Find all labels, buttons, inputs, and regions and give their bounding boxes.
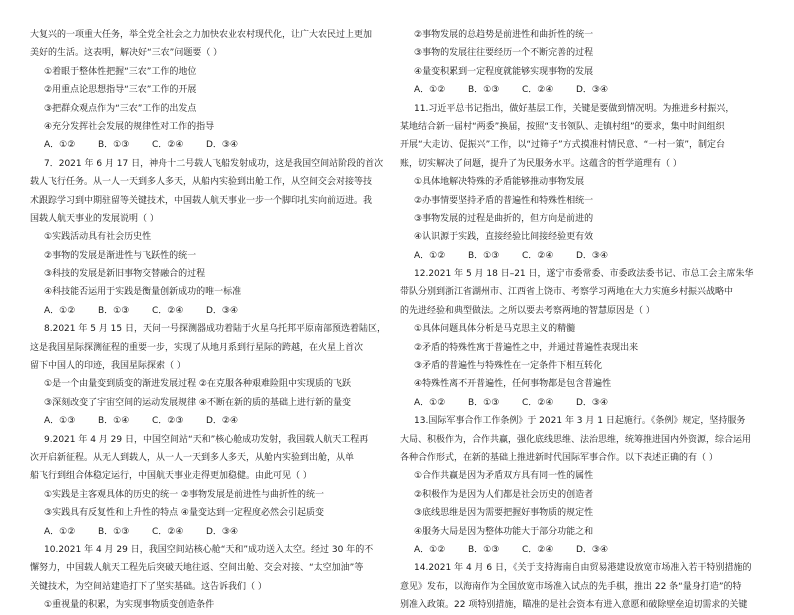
option-item: ①实践活动具有社会历史性: [44, 232, 152, 243]
answer-choice-d: D．③④: [206, 526, 239, 537]
option-item: ③科技的发展是新旧事物交替融合的过程: [44, 269, 206, 280]
option-item: ①具体地解决特殊的矛盾能够推动事物发展: [414, 177, 585, 188]
option-item: ①合作共赢是因为矛盾双方具有同一性的属性: [414, 471, 594, 482]
answer-choice-d: D．②④: [206, 416, 239, 427]
answer-choice-b: B．①③: [468, 250, 500, 261]
question-stem-line: 大局、积极作为，合作共赢，强化底线思维、法治思维，统筹推进国内外资源，综合运用: [400, 434, 752, 445]
answer-choice-c: C．②④: [522, 544, 554, 555]
answer-choice-d: D．③④: [206, 305, 239, 316]
answer-choice-b: B．①④: [98, 416, 130, 427]
question-stem-line: 账，切实解决了问题，提升了为民服务水平。这蕴含的哲学道理有（ ）: [400, 158, 682, 169]
question-stem-line: 的先进经验和典型做法。之所以要去考察两地的智慧原因是（ ）: [400, 305, 655, 316]
answer-choices: [400, 247, 756, 265]
answer-choice-a: A．①②: [44, 526, 76, 537]
answer-choice-a: A．①③: [44, 416, 76, 427]
question-stem-line: 14.2021 年 4 月 6 日，《关于支持海南自由贸易港建设放宽市场准入若干特别措施的: [414, 563, 752, 574]
answer-choices: [400, 394, 756, 412]
question-6-continued: [30, 26, 386, 155]
question-stem-line: 7．2021 年 6 月 17 日，神舟十二号载人飞船发射成功，这是我国空间站阶段的首次: [44, 158, 384, 169]
question-stem-line: 带队分别到浙江省湖州市、江西省上饶市、考察学习两地在大力实施乡村振兴战略中: [400, 287, 734, 298]
option-item: ④充分发挥社会发展的规律性对工作的指导: [44, 121, 215, 132]
answer-choice-b: B．①③: [98, 140, 130, 151]
answer-choice-b: B．①③: [468, 85, 500, 96]
answer-choices: [30, 136, 386, 154]
question-11: [400, 100, 756, 266]
question-stem-line: 10.2021 年 4 月 29 日，我国空间站核心舱“天和”成功送入太空。经过 30 年的不: [44, 544, 374, 555]
question-stem-line: 懈努力，中国载人航天工程先后突破天地往返、空间出舱、交会对接、“太空加油”等: [30, 563, 364, 574]
answer-choices: [30, 302, 386, 320]
option-item: ①实践是主客观具体的历史的统一 ②事物发展是前进性与曲折性的统一: [44, 489, 324, 500]
question-stem-line: 11.习近平总书记指出，做好基层工作，关键是要做到情况明。为推进乡村振兴，: [414, 103, 735, 114]
question-stem-line: 留下中国人的印迹，我国星际探索（ ）: [30, 361, 186, 372]
option-item: ③把群众观点作为“三农”工作的出发点: [44, 103, 197, 114]
option-item: ①具体问题具体分析是马克思主义的精髓: [414, 324, 576, 335]
answer-choice-c: C．②④: [152, 526, 184, 537]
question-14: [400, 559, 756, 614]
answer-choice-c: C．②④: [152, 305, 184, 316]
option-item: ①是一个由量变到质变的渐进发展过程 ②在克服各种艰难险阻中实现质的飞跃: [44, 379, 351, 390]
option-item: ③实践具有反复性和上升性的特点 ④量变达到一定程度必然会引起质变: [44, 508, 324, 519]
answer-choice-a: A．①②: [414, 85, 446, 96]
answer-choice-b: B．①③: [468, 544, 500, 555]
answer-choice-b: B．①③: [468, 397, 500, 408]
option-item: ②办事情要坚持矛盾的普遍性和特殊性相统一: [414, 195, 594, 206]
option-item: ④特殊性离不开普遍性，任何事物都是包含普遍性: [414, 379, 612, 390]
left-column: [30, 26, 386, 615]
option-item: ③深刻改变了宇宙空间的运动发展规律 ④不断在新的质的基础上进行新的量变: [44, 397, 351, 408]
question-stem-line: 国载人航天事业的发展说明（ ）: [30, 213, 159, 224]
question-stem-line: 这是我国星际探测征程的重要一步，实现了从地月系到行星际的跨越，在火星上首次: [30, 342, 364, 353]
answer-choice-c: C．②③: [152, 416, 184, 427]
option-item: ③底线思维是因为需要把握好事物质的规定性: [414, 508, 594, 519]
option-item: ②事物发展的总趋势是前进性和曲折性的统一: [414, 30, 594, 40]
answer-choice-c: C．②④: [152, 140, 184, 151]
answer-choice-a: A．①②: [414, 544, 446, 555]
answer-choice-a: A．①②: [44, 140, 76, 151]
option-item: ④量变积累到一定程度就能够实现事物的发展: [414, 66, 594, 77]
option-item: ②矛盾的特殊性寓于普遍性之中，并通过普遍性表现出来: [414, 342, 639, 353]
question-stem-line: 13.国际军事合作工作条例》于 2021 年 3 月 1 日起施行。《条例》规定，坚持服务: [414, 416, 746, 427]
question-stem-line: 12.2021 年 5 月 18 日–21 日，遂宁市委常委、市委政法委书记、市总工会主席朱华: [414, 269, 754, 280]
answer-choice-c: C．②④: [522, 85, 554, 96]
option-item: ④认识源于实践，直接经验比间接经验更有效: [414, 232, 594, 243]
answer-choices: [30, 412, 386, 430]
option-item: ②积极作为是因为人们都是社会历史的创造者: [414, 489, 594, 500]
question-stem-line: 载人飞行任务。从一人一天到多人多天，从船内实验到出舱工作，从空间交会对接等技: [30, 177, 373, 188]
option-item: ②事物的发展是渐进性与飞跃性的统一: [44, 250, 197, 261]
question-stem-line: 术跟踪学习到中期驻留等关键技术，中国载人航天事业一步一个脚印扎实向前迈进。我: [30, 195, 373, 206]
question-stem-line: 别准入政策。22 项特别措施，瞄准的是社会资本有进入意愿和破除壁垒迫切需求的关键: [400, 600, 748, 611]
answer-choice-b: B．①③: [98, 526, 130, 537]
answer-choice-d: D．③④: [576, 544, 609, 555]
question-10-continued: [400, 26, 756, 100]
question-stem-line: 某地结合新一届村“两委”换届，按照“支书领队、走镇村组”的要求，集中时间组织: [400, 121, 725, 132]
question-stem-line: 各种合作形式，在新的基础上推进新时代国际军事合作。以下表述正确的有（ ）: [400, 452, 718, 463]
option-item: ④科技能否运用于实践是衡量创新成功的唯一标准: [44, 287, 242, 298]
option-item: ③事物的发展往往要经历一个不断完善的过程: [414, 48, 594, 59]
right-column: [400, 26, 756, 615]
option-item: ②用重点论思想指导“三农”工作的开展: [44, 85, 197, 96]
answer-choice-d: D．③④: [576, 85, 609, 96]
answer-choices: [400, 81, 756, 99]
question-stem-line: 开展“大走访、促振兴”工作，以“过筛子”方式摸准村情民意、“一村一策”，制定台: [400, 140, 725, 151]
question-stem-line: 次开启新征程。从无人到载人，从一人一天到多人多天，从舱内实验到出舱，从单: [30, 452, 355, 463]
question-stem-line: 9.2021 年 4 月 29 日，中国空间站“天和”核心舱成功发射，我国载人航天工程再: [44, 434, 369, 445]
question-stem-line: 船飞行到组合体稳定运行，中国航天事业走得更加稳健。由此可见（ ）: [30, 471, 312, 482]
answer-choices: [400, 541, 756, 559]
answer-choice-d: D．③④: [206, 140, 239, 151]
question-9: [30, 431, 386, 541]
answer-choice-c: C．②④: [522, 250, 554, 261]
question-7: [30, 155, 386, 321]
question-stem-line: 美好的生活。这表明，解决好“三农”问题要（ ）: [30, 48, 223, 59]
question-13: [400, 412, 756, 559]
answer-choice-a: A．①②: [414, 397, 446, 408]
answer-choice-c: C．②④: [522, 397, 554, 408]
option-item: ③矛盾的普遍性与特殊性在一定条件下相互转化: [414, 361, 603, 372]
option-item: ①着眼于整体性把握“三农”工作的地位: [44, 66, 197, 77]
question-stem-line: 关键技术，为空间站建造打下了坚实基础。这告诉我们（ ）: [30, 581, 267, 592]
question-10: [30, 541, 386, 615]
question-12: [400, 265, 756, 412]
answer-choice-a: A．①②: [44, 305, 76, 316]
answer-choice-d: D．③④: [576, 250, 609, 261]
option-item: ④服务大局是因为整体功能大于部分功能之和: [414, 526, 594, 537]
question-stem-line: 意见》发布，以海南作为全国放宽市场准入试点的先手棋，推出 22 条“量身打造”的特: [400, 581, 742, 592]
option-item: ③事物发展的过程是曲折的，但方向是前进的: [414, 213, 594, 224]
answer-choice-a: A．①②: [414, 250, 446, 261]
answer-choice-b: B．①③: [98, 305, 130, 316]
option-item: ①重视量的积累，为实现事物质变创造条件: [44, 600, 215, 611]
answer-choices: [30, 523, 386, 541]
question-stem-line: 8.2021 年 5 月 15 日，天问一号探测器成功着陆于火星乌托邦平原南部预选着陆区，: [44, 324, 386, 335]
question-stem-line: 大复兴的一项重大任务，举全党全社会之力加快农业农村现代化，让广大农民过上更加: [30, 30, 373, 40]
answer-choice-d: D．③④: [576, 397, 609, 408]
question-8: [30, 320, 386, 430]
